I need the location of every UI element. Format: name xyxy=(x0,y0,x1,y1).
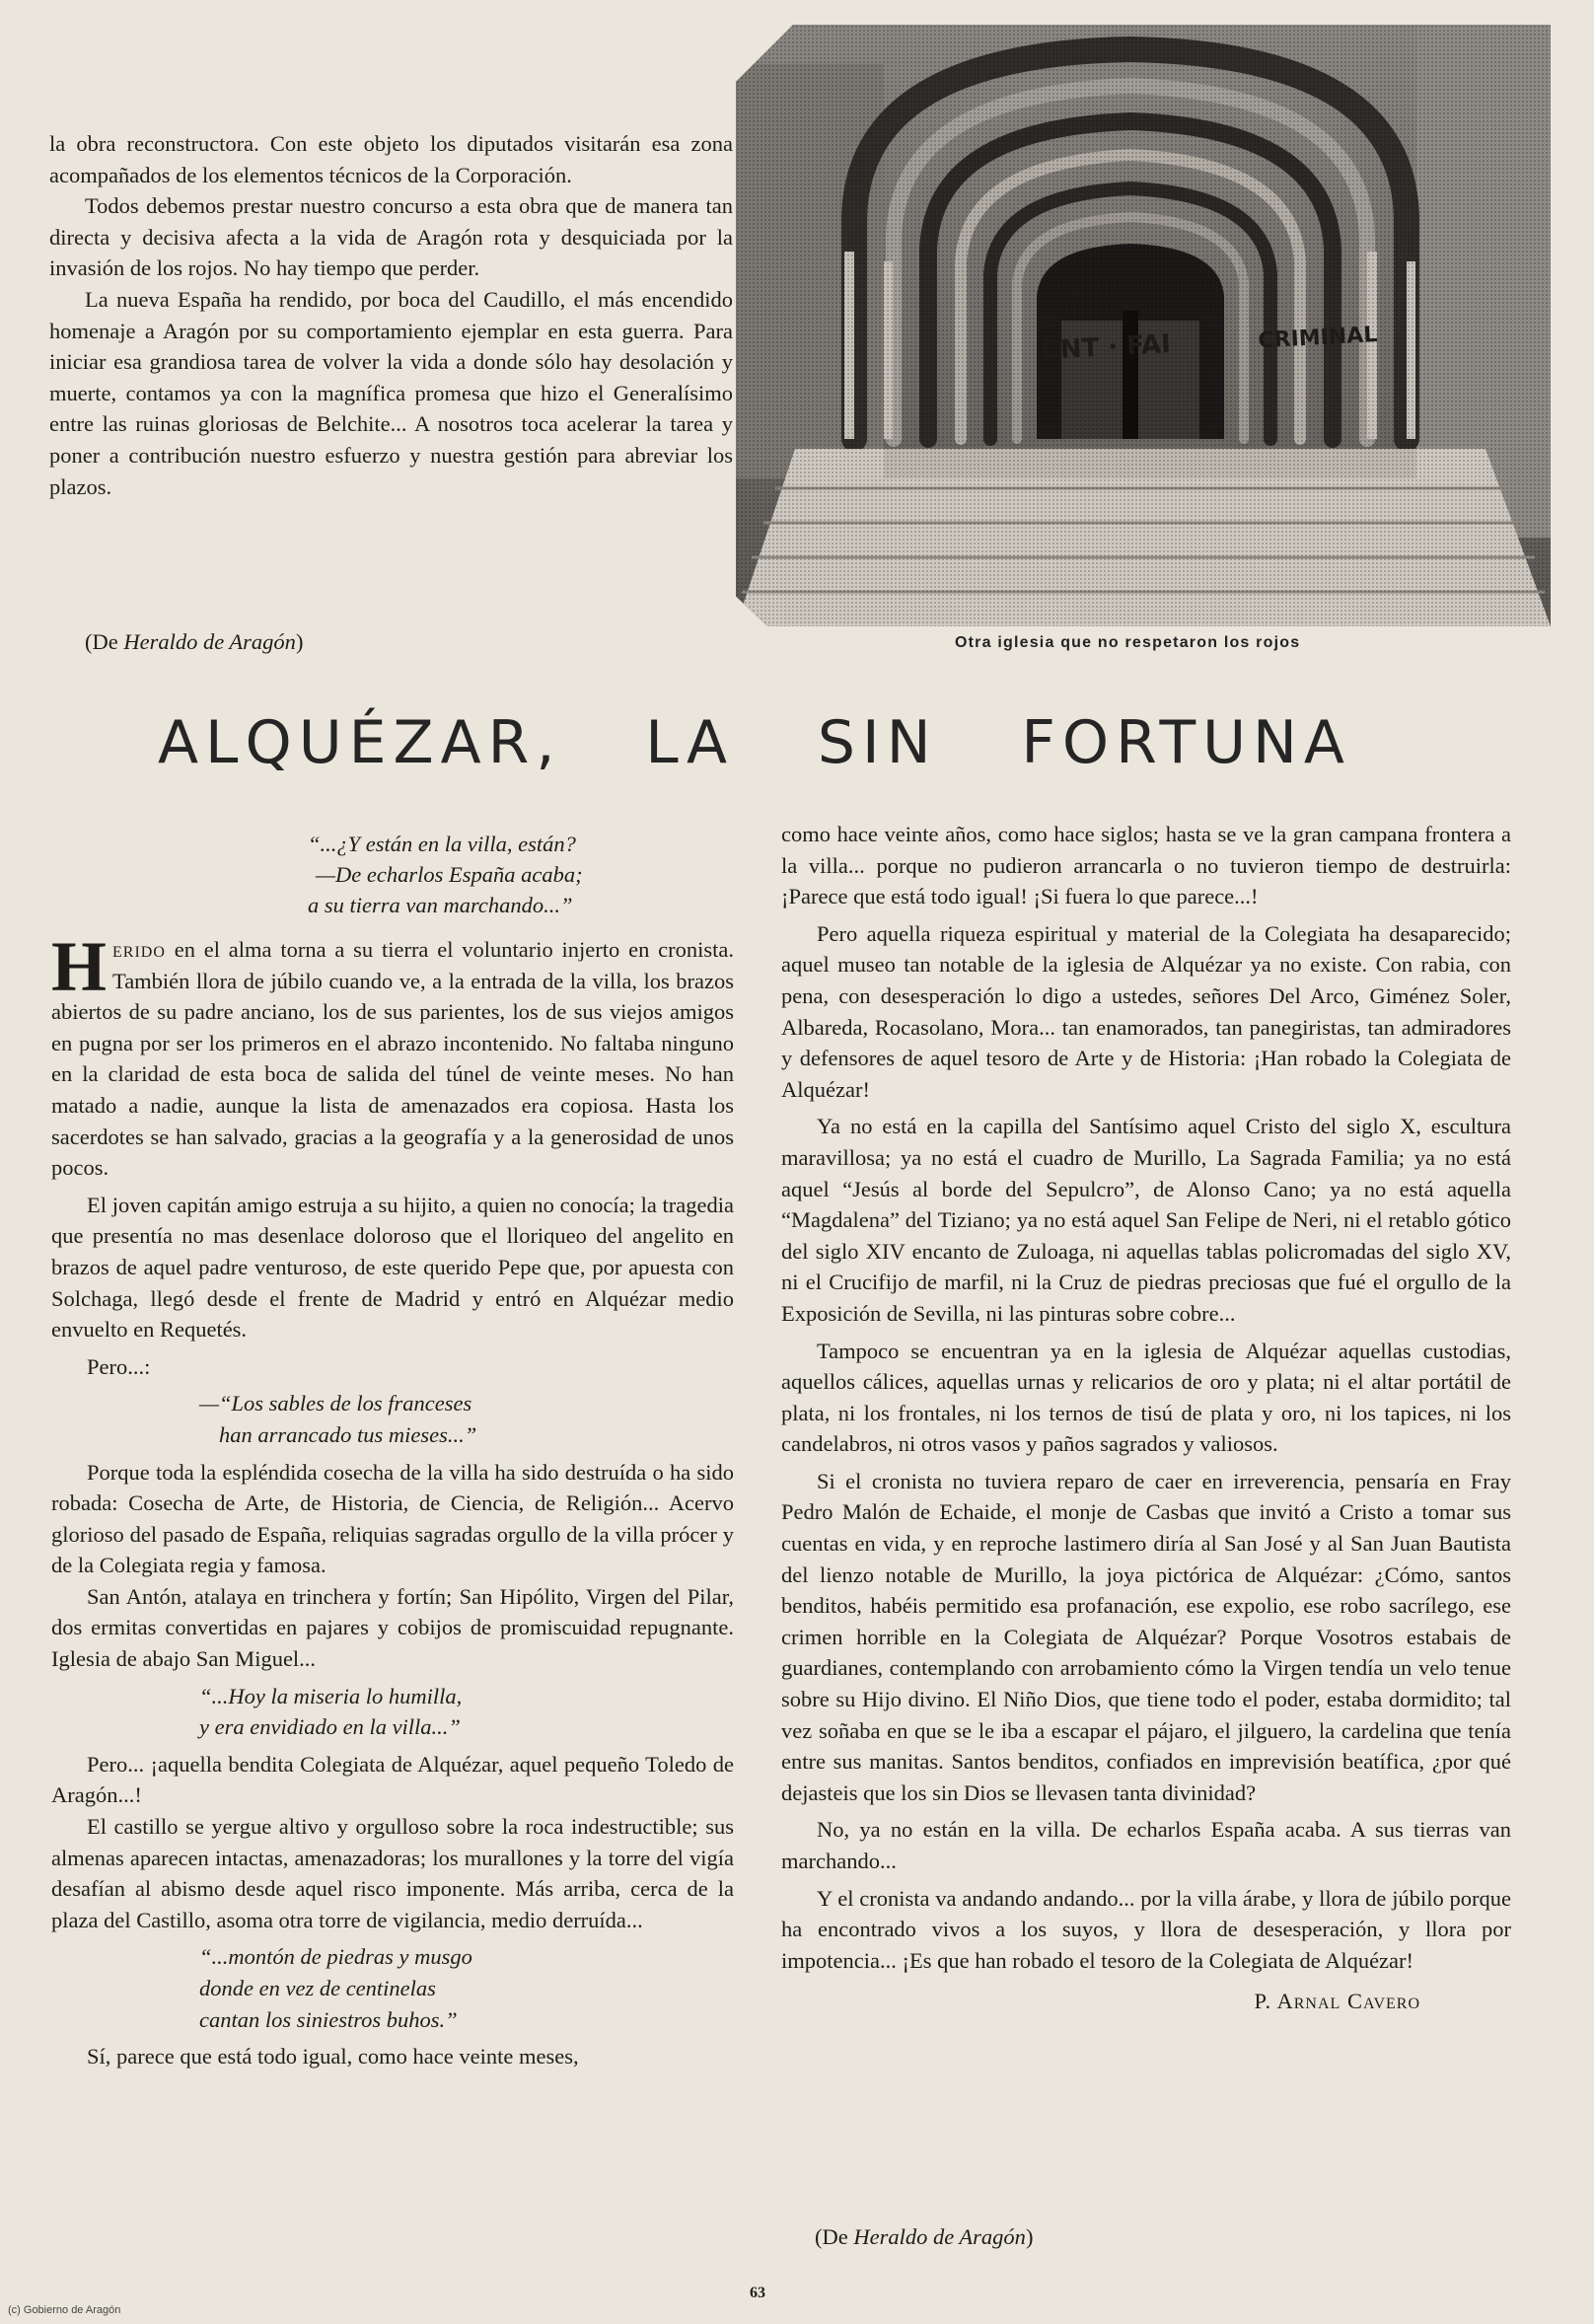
source-credit: (De Heraldo de Aragón) xyxy=(85,629,304,654)
paragraph: San Antón, atalaya en trinchera y fortín; San Hipólito, Virgen del Pilar, dos ermitas convertidas en pajares y cobijos de promiscuidad repugnante. Iglesia de abajo San Miguel... xyxy=(51,1583,734,1672)
paragraph: Tampoco se encuentran ya en la iglesia de Alquézar aquellas custodias, aquellos cálices, aquellas urnas y relicarios de oro y plata; ni el altar portátil de plata, ni los frontales, ni los ternos de tisú de plata y oro, ni los tapices, ni los candelabros, ni otros vasos y paños sagrados y valiosos. xyxy=(781,1338,1511,1457)
paragraph: Todos debemos prestar nuestro concurso a esta obra que de manera tan directa y decisiva afecta a la vida de Aragón rota y desquiciada por la invasión de los rojos. No hay tiempo que perder. xyxy=(49,193,733,281)
epigraph-line: “...¿Y están en la villa, están? xyxy=(308,832,576,856)
epigraph-line: —De echarlos España acaba; xyxy=(316,862,583,887)
paragraph: Sí, parece que está todo igual, como hace veinte meses, xyxy=(87,2044,579,2070)
verse-line: “...Hoy la miseria lo humilla, xyxy=(199,1683,463,1708)
drop-cap: H xyxy=(51,927,108,1006)
article-headline xyxy=(158,708,1351,777)
copyright-notice: (c) Gobierno de Aragón xyxy=(8,2304,121,2316)
paragraph: como hace veinte años, como hace siglos; hasta se ve la gran campana frontera a la villa... porque no pudieron arrancarla o no tuvieron tiempo de destruirla: ¡Parece que está todo igual! ¡Si fuera lo que parece...! xyxy=(781,822,1511,909)
source-name: Heraldo de Aragón xyxy=(123,629,296,654)
verse-line: —“Los sables de los franceses xyxy=(199,1391,472,1416)
headline-word: SIN xyxy=(817,708,938,777)
paragraph: Porque toda la espléndida cosecha de la villa ha sido destruída o ha sido robada: Cosecha de Arte, de Historia, de Ciencia, de Religión... Acervo glorioso del pasado de España, reliquias sagradas orgullo de la villa prócer y de la Colegiata regia y famosa. xyxy=(51,1459,734,1578)
paragraph: Pero...: xyxy=(87,1353,151,1379)
page-number: 63 xyxy=(750,2285,765,2301)
source-credit: (De Heraldo de Aragón) xyxy=(815,2224,1034,2249)
photo-caption: Otra iglesia que no respetaron los rojos xyxy=(955,634,1301,651)
paragraph: Si el cronista no tuviera reparo de caer en irreverencia, pensaría en Fray Pedro Malón de Echaide, el monje de Casbas que invitó a Cristo a tomar sus cuentas en vida, y en reproche lastimero diría al San José y al San Juan Bautista del lienzo notable de Murillo, la joya pictórica de Alquézar: ¿Cómo, santos benditos, habéis permitido esa profanación, ese expolio, ese robo sacrílego, ese crimen horrible en la Colegiata de Alquézar? Porque Vosotros estabais de guardianes, contemplando con arrobamiento cómo la Virgen tendía un velo tenue sobre su Hijo divino. El Niño Dios, que tiene todo el poder, estaba dormidito; tal vez soñaba en que se le iba a escapar el pájaro, el jilguero, la cardelina que tenía entre sus manitas. Santos benditos, confiados en imprevisión beatífica, ¿por qué dejasteis que los sin Dios se llevasen tanta divinidad? xyxy=(781,1468,1511,1805)
verse-line: y era envidiado en la villa...” xyxy=(199,1714,461,1740)
verse-quote xyxy=(199,1681,734,1743)
paragraph: Pero... ¡aquella bendita Colegiata de Alquézar, aquel pequeño Toledo de Aragón...! xyxy=(51,1751,734,1808)
author-signature: P. Arnal Cavero xyxy=(1254,1989,1420,2014)
right-column xyxy=(781,819,1511,2017)
source-name: Heraldo de Aragón xyxy=(853,2224,1026,2249)
verse-line: han arrancado tus mieses...” xyxy=(219,1421,477,1447)
paragraph: No, ya no están en la villa. De echarlos España acaba. A sus tierras van marchando... xyxy=(781,1817,1511,1873)
paragraph: La nueva España ha rendido, por boca del Caudillo, el más encendido homenaje a Aragón por su comportamiento ejemplar en esta guerra. Para iniciar esa grandiosa tarea de volver la vida a donde sólo hay desolación y muerte, contamos ya con la magnífica promesa que hizo el Generalísimo entre las ruinas gloriosas de Belchite... A nosotros toca acelerar la tarea y poner a contribución nuestro esfuerzo y nuestra gestión para abreviar los plazos. xyxy=(49,286,733,499)
epigraph xyxy=(308,829,734,920)
paragraph: El castillo se yergue altivo y orgulloso sobre la roca indestructible; sus almenas aparecen intactas, amenazadoras; los murallones y la torre del vigía desafían al abismo desde aquel risco imponente. Más arriba, cerca de la plaza del Castillo, asoma otra torre de vigilancia, medio derruída... xyxy=(51,1814,734,1932)
church-portal-photo xyxy=(736,25,1551,626)
verse-quote xyxy=(199,1388,734,1450)
verse-line: donde en vez de centinelas xyxy=(199,1976,436,2000)
headline-word: FORTUNA xyxy=(1021,708,1351,777)
headline-word: LA xyxy=(645,708,735,777)
verse-line: “...montón de piedras y musgo xyxy=(199,1944,472,1970)
verse-line: cantan los siniestros buhos.” xyxy=(199,2006,458,2032)
paragraph: Y el cronista va andando andando... por la villa árabe, y llora de júbilo porque ha encontrado vivos a los suyos, y llora de desesperación, y llora por impotencia... ¡Es que han robado el tesoro de la Colegiata de Alquézar! xyxy=(781,1885,1511,1973)
paragraph: Pero aquella riqueza espiritual y material de la Colegiata ha desaparecido; aquel museo tan notable de la iglesia de Alquézar ya no existe. Con rabia, con pena, con desesperación lo digo a ustedes, señores Del Arco, Giménez Soler, Albareda, Rocasolano, Mora... tan enamorados, tan panegiristas, tan admiradores y defensores de aquel tesoro de Arte y de Historia: ¡Han robado la Colegiata de Alquézar! xyxy=(781,920,1511,1102)
headline-word: ALQUÉZAR, xyxy=(158,708,562,777)
church-portal-illustration xyxy=(736,25,1551,626)
paragraph: Ya no está en la capilla del Santísimo aquel Cristo del siglo X, escultura maravillosa; ya no está el cuadro de Murillo, La Sagrada Familia; ya no está aquel “Jesús al borde del Sepulcro”, de Alonso Cano; ya no está aquella “Magdalena” del Tiziano; ya no está aquel San Felipe de Neri, ni el retablo gótico del siglo XIV encanto de Zuloaga, ni aquellas tablas policromadas del siglo XV, ni el Crucifijo de marfil, ni la Cruz de piedras preciosas que fué el orgullo de la Exposición de Sevilla, ni las pinturas sobre cobre... xyxy=(781,1114,1511,1326)
epigraph-line: a su tierra van marchando...” xyxy=(308,893,573,917)
paragraph: Herido en el alma torna a su tierra el voluntario injerto en cronista. También llora de júbilo cuando ve, a la entrada de la villa, los brazos abiertos de su padre anciano, los de sus parientes, los de sus viejos amigos en pugna por ser los primeros en el abrazo incontenido. No faltaba ninguno en la claridad de esta boca de salida del túnel de veinte meses. No han matado a nadie, aunque la lista de amenazados era copiosa. Hasta los sacerdotes se han salvado, gracias a la geografía y a la generosidad de unos pocos. xyxy=(51,927,734,1181)
previous-article xyxy=(49,128,733,502)
paragraph: la obra reconstructora. Con este objeto los diputados visitarán esa zona acompañados de los elementos técnicos de la Corporación. xyxy=(49,131,733,187)
verse-quote xyxy=(199,1941,734,2035)
left-column xyxy=(51,829,734,2072)
paragraph: El joven capitán amigo estruja a su hijito, a quien no conocía; la tragedia que presentía no mas desenlace doloroso que el lloriqueo del angelito en brazos de aquel padre venturoso, de este querido Pepe que, por apuesta con Solchaga, llegó desde el frente de Madrid y entró en Alquézar medio envuelto en Requetés. xyxy=(51,1192,734,1343)
